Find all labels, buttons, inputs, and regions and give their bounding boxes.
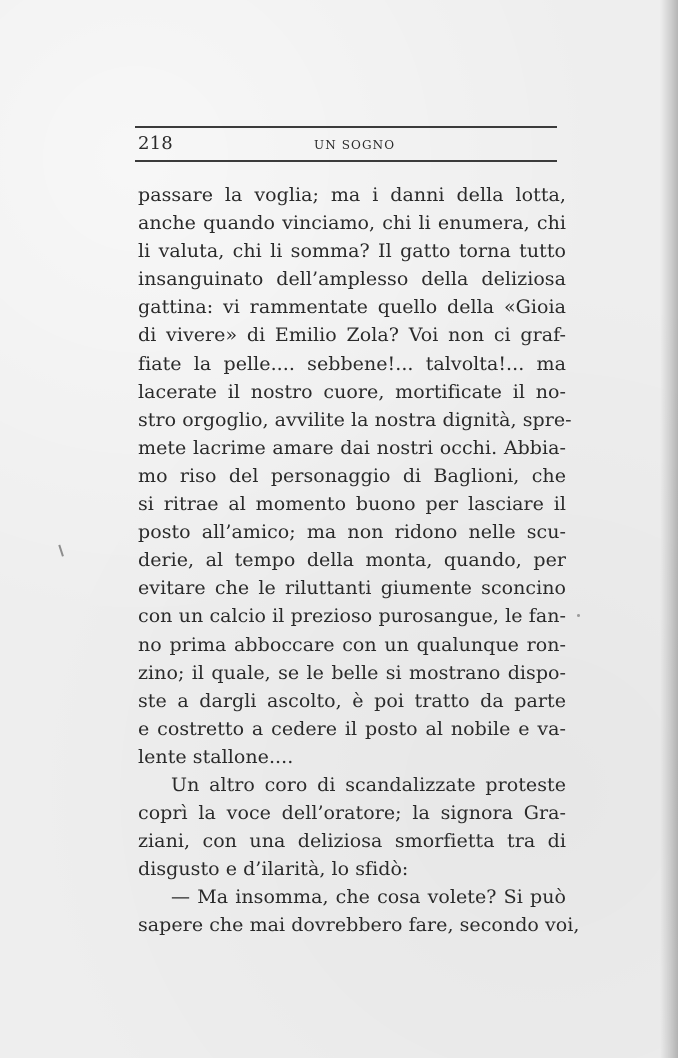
text-line-23: coprì la voce dell’oratore; la signora Gra-	[138, 802, 566, 825]
text-line-26: — Ma insomma, che cosa volete? Si può	[171, 886, 566, 909]
text-line-17: no prima abboccare con un qualunque ron-	[138, 633, 566, 656]
text-line-12: si ritrae al momento buono per lasciare il	[138, 493, 566, 516]
text-line-15: evitare che le riluttanti giumente sconcino	[138, 577, 566, 600]
running-head	[138, 133, 556, 159]
body-text	[138, 181, 580, 940]
page-speck	[577, 614, 580, 617]
text-line-11: mo riso del personaggio di Baglioni, che	[138, 464, 566, 487]
running-title: UN SOGNO	[314, 138, 396, 152]
page-number: 218	[138, 133, 173, 154]
text-line-6: di vivere» di Emilio Zola? Voi non ci graf-	[138, 324, 566, 347]
text-line-10: mete lacrime amare dai nostri occhi. Abbia-	[138, 436, 566, 459]
margin-pencil-mark	[58, 543, 67, 556]
text-line-3: li valuta, chi li somma? Il gatto torna tutto	[138, 240, 566, 263]
text-line-13: posto all’amico; ma non ridono nelle scu-	[138, 521, 566, 544]
text-line-21: lente stallone....	[138, 745, 294, 768]
text-line-8: lacerate il nostro cuore, mortificate il no-	[138, 380, 566, 403]
text-line-24: ziani, con una deliziosa smorfietta tra di	[138, 830, 566, 853]
text-line-18: zino; il quale, se le belle si mostrano dispo-	[138, 661, 566, 684]
text-line-19: ste a dargli ascolto, è poi tratto da parte	[138, 689, 566, 712]
text-line-7: fiate la pelle.... sebbene!... talvolta!... ma	[138, 352, 566, 375]
text-line-5: gattina: vi rammentate quello della «Gioia	[138, 296, 566, 319]
text-line-9: stro orgoglio, avvilite la nostra dignità, spre-	[138, 408, 572, 431]
text-line-1: passare la voglia; ma i danni della lotta,	[138, 184, 566, 206]
text-line-22: Un altro coro di scandalizzate proteste	[171, 773, 566, 796]
text-line-14: derie, al tempo della monta, quando, per	[138, 549, 566, 572]
text-line-27: sapere che mai dovrebbero fare, secondo voi,	[138, 914, 580, 937]
text-line-2: anche quando vinciamo, chi li enumera, chi	[138, 212, 566, 235]
page-edge-shadow	[660, 0, 678, 1058]
header-bottom-rule	[135, 160, 557, 162]
text-line-25: disgusto e d’ilarità, lo sfidò:	[138, 858, 409, 881]
text-line-16: con un calcio il prezioso purosangue, le fan-	[138, 605, 566, 628]
header-top-rule	[135, 126, 557, 128]
text-line-4: insanguinato dell’amplesso della deliziosa	[138, 268, 566, 291]
text-line-20: e costretto a cedere il posto al nobile e va-	[138, 717, 566, 740]
